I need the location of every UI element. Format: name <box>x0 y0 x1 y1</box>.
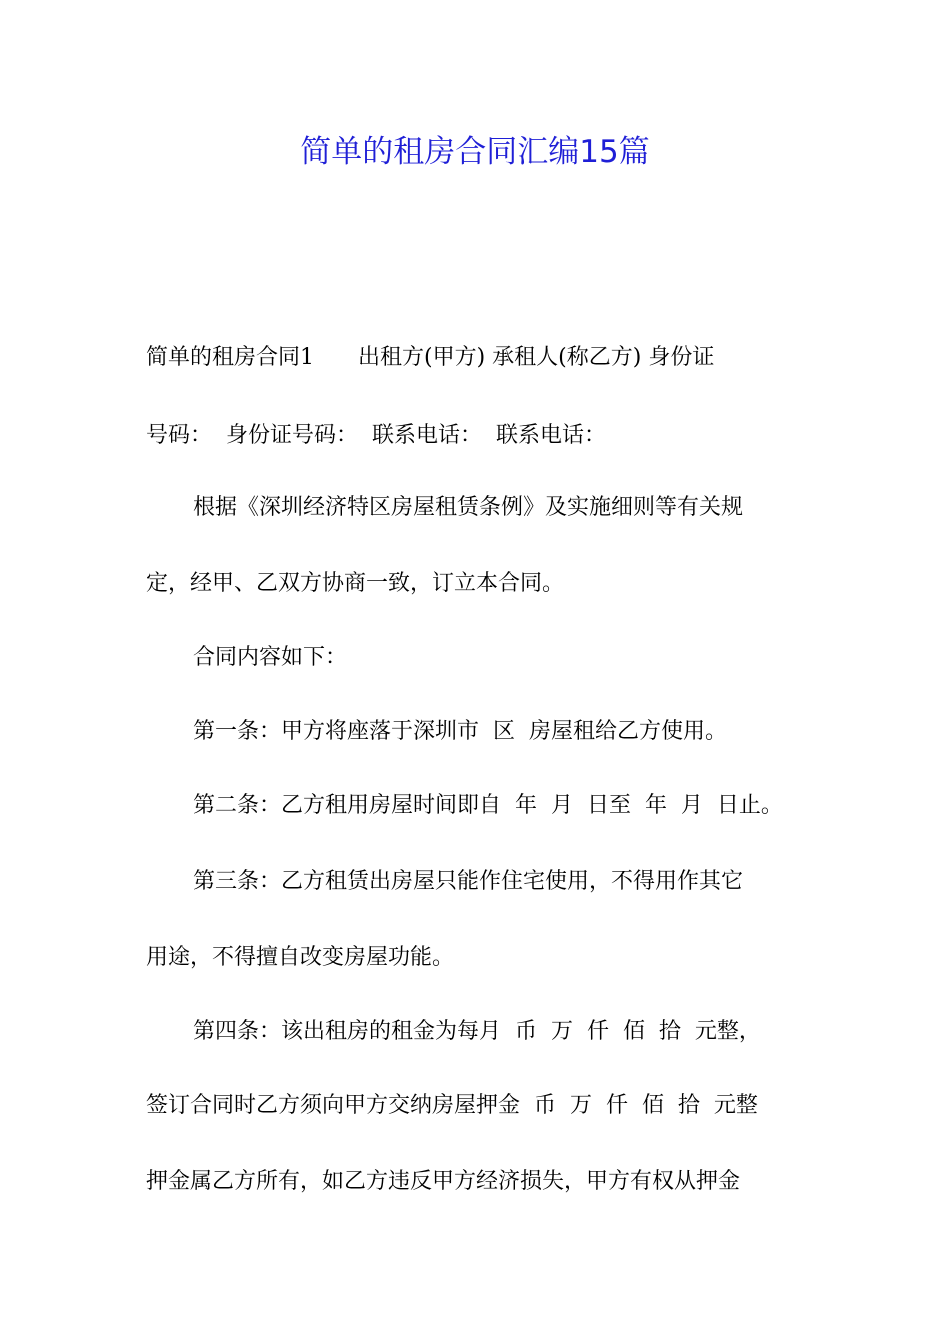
paragraph-line: 根据《深圳经济特区房屋租赁条例》及实施细则等有关规 <box>193 495 744 520</box>
paragraph-line: 签订合同时乙方须向甲方交纳房屋押金 币 万 仟 佰 拾 元整 <box>146 1093 758 1118</box>
paragraph-line: 第二条：乙方租用房屋时间即自 年 月 日至 年 月 日止。 <box>193 793 783 818</box>
document-title: 简单的租房合同汇编15篇 <box>300 134 650 170</box>
paragraph-line: 第三条：乙方租赁出房屋只能作住宅使用，不得用作其它 <box>193 869 744 894</box>
paragraph-line: 简单的租房合同1 出租方(甲方) 承租人(称乙方) 身份证 <box>146 345 715 370</box>
paragraph-line: 押金属乙方所有，如乙方违反甲方经济损失，甲方有权从押金 <box>146 1169 741 1194</box>
paragraph-line: 定，经甲、乙双方协商一致，订立本合同。 <box>146 571 565 596</box>
paragraph-line: 用途，不得擅自改变房屋功能。 <box>146 945 455 970</box>
paragraph-line: 合同内容如下： <box>193 645 348 670</box>
paragraph-line: 第四条：该出租房的租金为每月 币 万 仟 佰 拾 元整， <box>193 1019 761 1044</box>
paragraph-line: 第一条：甲方将座落于深圳市 区 房屋租给乙方使用。 <box>193 719 727 744</box>
paragraph-line: 号码： 身份证号码： 联系电话： 联系电话： <box>146 423 606 448</box>
